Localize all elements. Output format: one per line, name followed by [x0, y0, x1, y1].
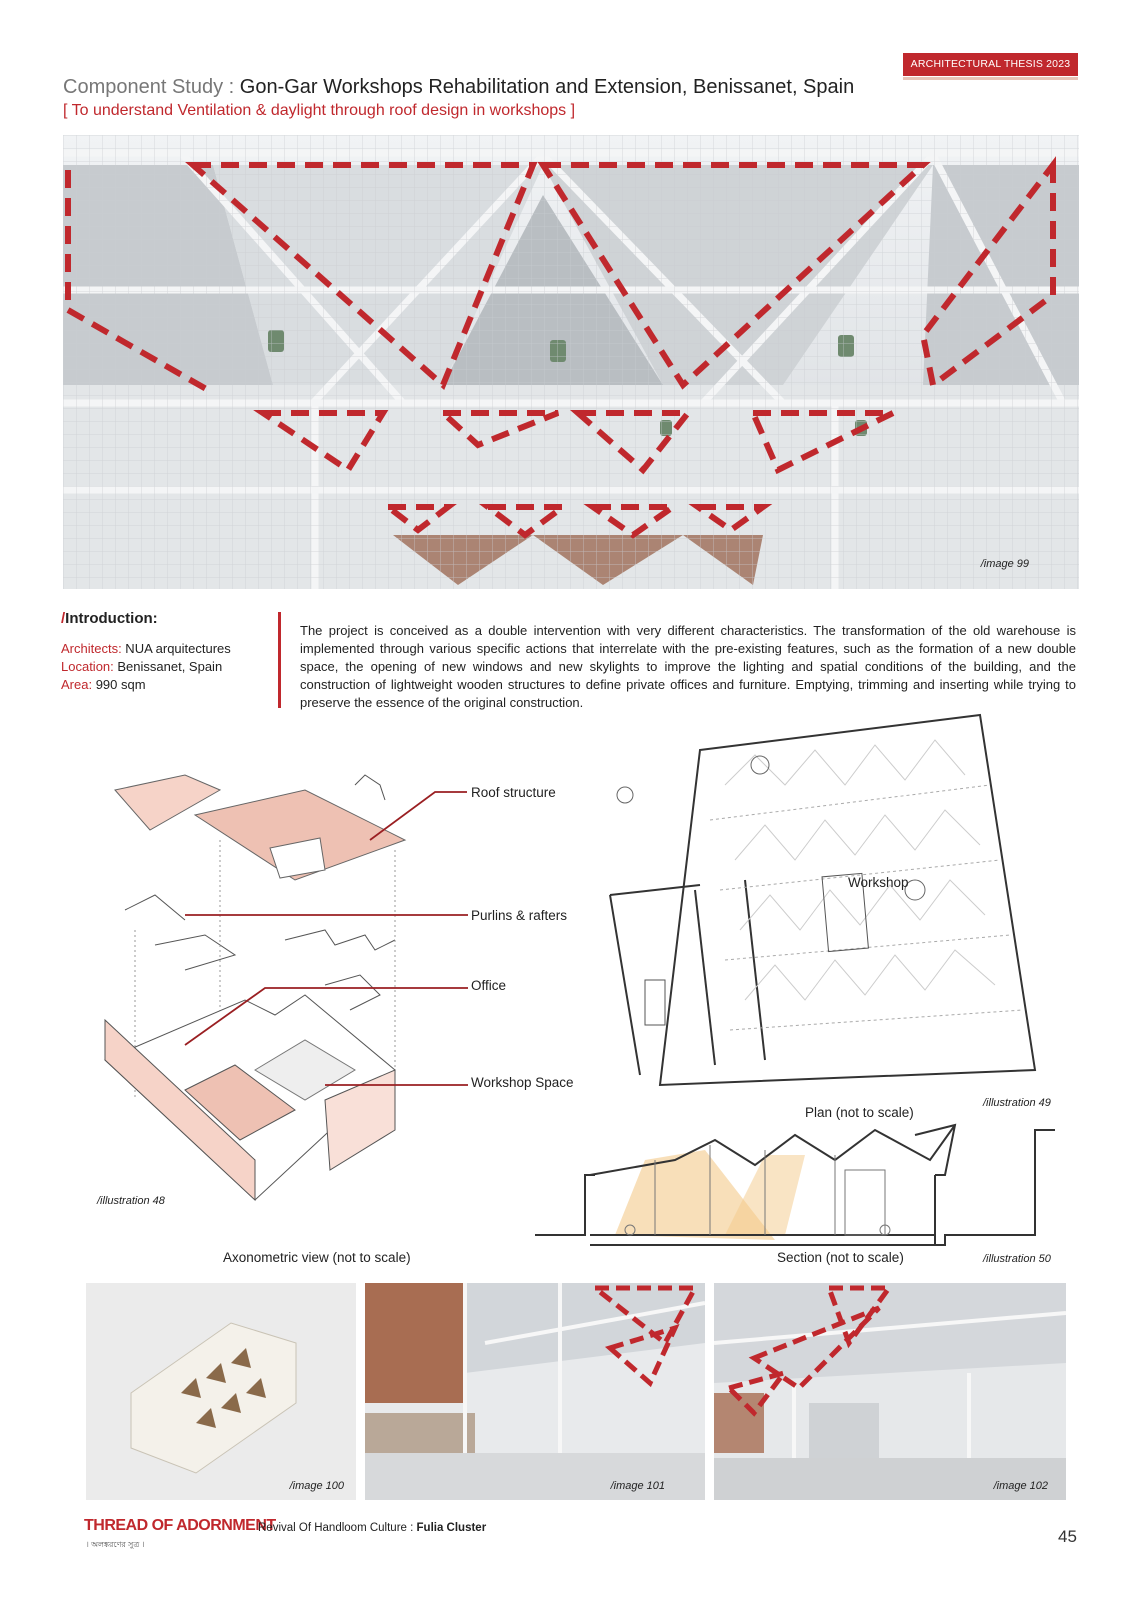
gallery-label-1: /image 100 [289, 1480, 344, 1492]
axonometric-svg [95, 770, 595, 1240]
meta-architects-key: Architects: [61, 641, 122, 656]
meta-architects [61, 640, 231, 658]
section-caption: Section (not to scale) [777, 1250, 904, 1265]
axonometric-label: /illustration 48 [97, 1195, 165, 1207]
title-prefix: Component Study : [63, 76, 240, 98]
meta-area-key: Area: [61, 677, 93, 692]
footer-text [258, 1522, 486, 1534]
gallery-photo-2 [365, 1283, 705, 1500]
footer-brand-sub: । অলঙ্করণের সুত্র । [86, 1540, 145, 1549]
plan-label: /illustration 49 [983, 1097, 1051, 1109]
meta-location [61, 658, 231, 676]
section-drawing [535, 1120, 1080, 1260]
meta-location-value: Benissanet, Spain [113, 659, 223, 674]
callout-office: Office [471, 978, 507, 993]
plan-room-label: Workshop [848, 875, 909, 890]
section-label: /illustration 50 [983, 1253, 1051, 1265]
plan-svg [585, 710, 1055, 1095]
intro-divider [278, 612, 281, 708]
intro-heading-text: Introduction: [65, 610, 158, 627]
interior-photo-3-drawing [714, 1283, 1066, 1500]
section-svg [535, 1120, 1080, 1260]
footer-text-bold: Fulia Cluster [416, 1522, 487, 1534]
meta-area [61, 676, 231, 694]
callout-purlins-rafters: Purlins & rafters [471, 908, 568, 923]
meta-area-value: 990 sqm [92, 677, 146, 692]
axonometric-drawing [95, 770, 595, 1240]
gallery-label-2: /image 101 [610, 1480, 665, 1492]
page-number: 45 [1058, 1527, 1077, 1546]
project-meta [61, 640, 231, 694]
title-main: Gon-Gar Workshops Rehabilitation and Extension, Benissanet, Spain [239, 76, 855, 98]
roof-photo-drawing [63, 135, 1079, 589]
gallery-label-3: /image 102 [993, 1480, 1048, 1492]
plan-caption: Plan (not to scale) [805, 1105, 914, 1120]
page-title [63, 76, 854, 99]
footer-brand-logo: THREAD OF ADORNMENT [84, 1517, 276, 1534]
model-photo-drawing [86, 1283, 356, 1500]
hero-photo [63, 135, 1079, 589]
axonometric-caption: Axonometric view (not to scale) [223, 1250, 411, 1265]
page-subtitle: [ To understand Ventilation & daylight through roof design in workshops ] [63, 102, 576, 119]
meta-architects-value: NUA arquitectures [121, 641, 231, 656]
plan-drawing [585, 710, 1055, 1095]
thesis-tag: ARCHITECTURAL THESIS 2023 [903, 53, 1078, 76]
gallery-photo-1 [86, 1283, 356, 1500]
callout-workshop-space: Workshop Space [471, 1075, 574, 1090]
footer-text-pre: Revival Of Handloom Culture : [258, 1522, 417, 1534]
interior-photo-2-drawing [365, 1283, 705, 1500]
intro-paragraph: The project is conceived as a double intervention with very different characteristics. The transformation of the old warehouse is implemented through various specific actions that interrelate with the pre-existing features, such as the formation of a new double space, the opening of new windows and new skylights to improve the lighting and spatial conditions of the building, and the construction of lightweight wooden structures to define private offices and furniture. Emptying, trimming and inserting while trying to preserve the essence of the original construction. [300, 623, 1076, 710]
gallery-photo-3 [714, 1283, 1066, 1500]
callout-roof-structure: Roof structure [471, 785, 556, 800]
meta-location-key: Location: [61, 659, 114, 674]
intro-heading [61, 610, 158, 627]
intro-heading-slash: / [61, 610, 66, 627]
hero-label: /image 99 [980, 558, 1029, 570]
